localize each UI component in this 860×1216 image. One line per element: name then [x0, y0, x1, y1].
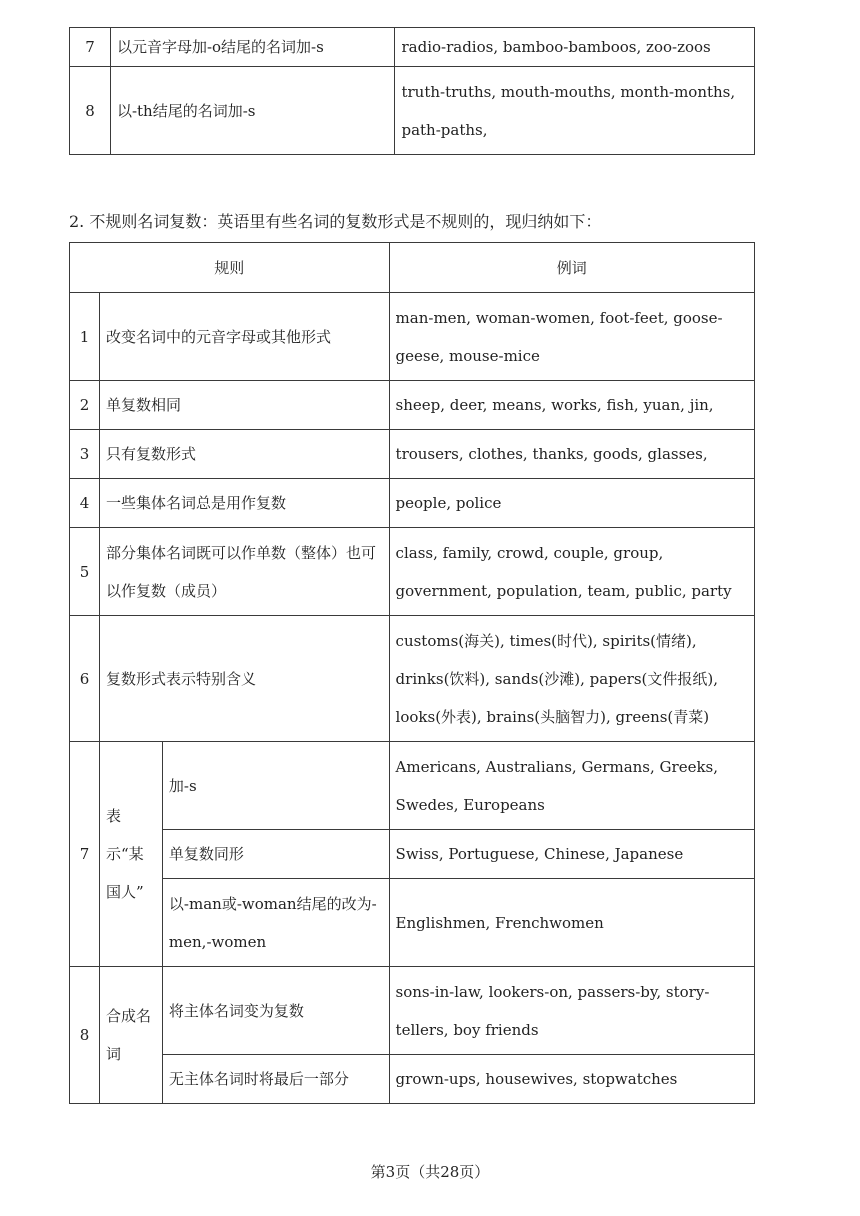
table-row [70, 616, 755, 742]
table-row [70, 479, 755, 528]
table-row [70, 830, 755, 879]
table-row [70, 67, 755, 155]
regular-plural-table-continued [69, 27, 755, 155]
subrule-cell: 加-s [162, 742, 389, 830]
row-number: 7 [70, 28, 111, 67]
examples-cell: Englishmen, Frenchwomen [389, 879, 754, 967]
rule-cell: 以-th结尾的名词加-s [110, 67, 395, 155]
examples-cell: trousers, clothes, thanks, goods, glasses, [389, 430, 754, 479]
subrule-cell: 将主体名词变为复数 [162, 967, 389, 1055]
examples-cell: class, family, crowd, couple, group, government, population, team, public, party [389, 528, 754, 616]
header-examples: 例词 [389, 243, 754, 293]
examples-cell: Swiss, Portuguese, Chinese, Japanese [389, 830, 754, 879]
table-row [70, 381, 755, 430]
rule-cell: 部分集体名词既可以作单数（整体）也可以作复数（成员） [99, 528, 389, 616]
row-number: 1 [70, 293, 100, 381]
examples-cell: radio-radios, bamboo-bamboos, zoo-zoos [395, 28, 755, 67]
row-number: 8 [70, 967, 100, 1104]
rule-cell: 一些集体名词总是用作复数 [99, 479, 389, 528]
category-cell: 合成名词 [99, 967, 162, 1104]
row-number: 5 [70, 528, 100, 616]
examples-cell: people, police [389, 479, 754, 528]
rule-cell: 只有复数形式 [99, 430, 389, 479]
row-number: 6 [70, 616, 100, 742]
row-number: 4 [70, 479, 100, 528]
table-header-row [70, 243, 755, 293]
examples-cell: customs(海关), times(时代), spirits(情绪), drinks(饮料), sands(沙滩), papers(文件报纸), looks(外表), brains(头脑智力), greens(青菜) [389, 616, 754, 742]
row-number: 2 [70, 381, 100, 430]
category-cell: 表示“某国人” [99, 742, 162, 967]
table-row [70, 879, 755, 967]
table-row [70, 28, 755, 67]
rule-cell: 复数形式表示特别含义 [99, 616, 389, 742]
rule-cell: 单复数相同 [99, 381, 389, 430]
table-row [70, 430, 755, 479]
table-row [70, 967, 755, 1055]
row-number: 7 [70, 742, 100, 967]
rule-cell: 改变名词中的元音字母或其他形式 [99, 293, 389, 381]
irregular-plural-table [69, 242, 755, 1104]
examples-cell: sheep, deer, means, works, fish, yuan, jin, [389, 381, 754, 430]
examples-cell: grown-ups, housewives, stopwatches [389, 1055, 754, 1104]
table-row [70, 1055, 755, 1104]
subrule-cell: 单复数同形 [162, 830, 389, 879]
subrule-cell: 以-man或-woman结尾的改为-men,-women [162, 879, 389, 967]
table-row [70, 742, 755, 830]
examples-cell: man-men, woman-women, foot-feet, goose-geese, mouse-mice [389, 293, 754, 381]
examples-cell: truth-truths, mouth-mouths, month-months, path-paths, [395, 67, 755, 155]
header-rule: 规则 [70, 243, 390, 293]
examples-cell: Americans, Australians, Germans, Greeks, Swedes, Europeans [389, 742, 754, 830]
examples-cell: sons-in-law, lookers-on, passers-by, story-tellers, boy friends [389, 967, 754, 1055]
row-number: 3 [70, 430, 100, 479]
table-row [70, 528, 755, 616]
page-number: 第3页（共28页） [370, 1163, 490, 1181]
row-number: 8 [70, 67, 111, 155]
table-row [70, 293, 755, 381]
section-title: 2. 不规则名词复数：英语里有些名词的复数形式是不规则的，现归纳如下： [69, 212, 602, 231]
rule-cell: 以元音字母加-o结尾的名词加-s [110, 28, 395, 67]
subrule-cell: 无主体名词时将最后一部分 [162, 1055, 389, 1104]
